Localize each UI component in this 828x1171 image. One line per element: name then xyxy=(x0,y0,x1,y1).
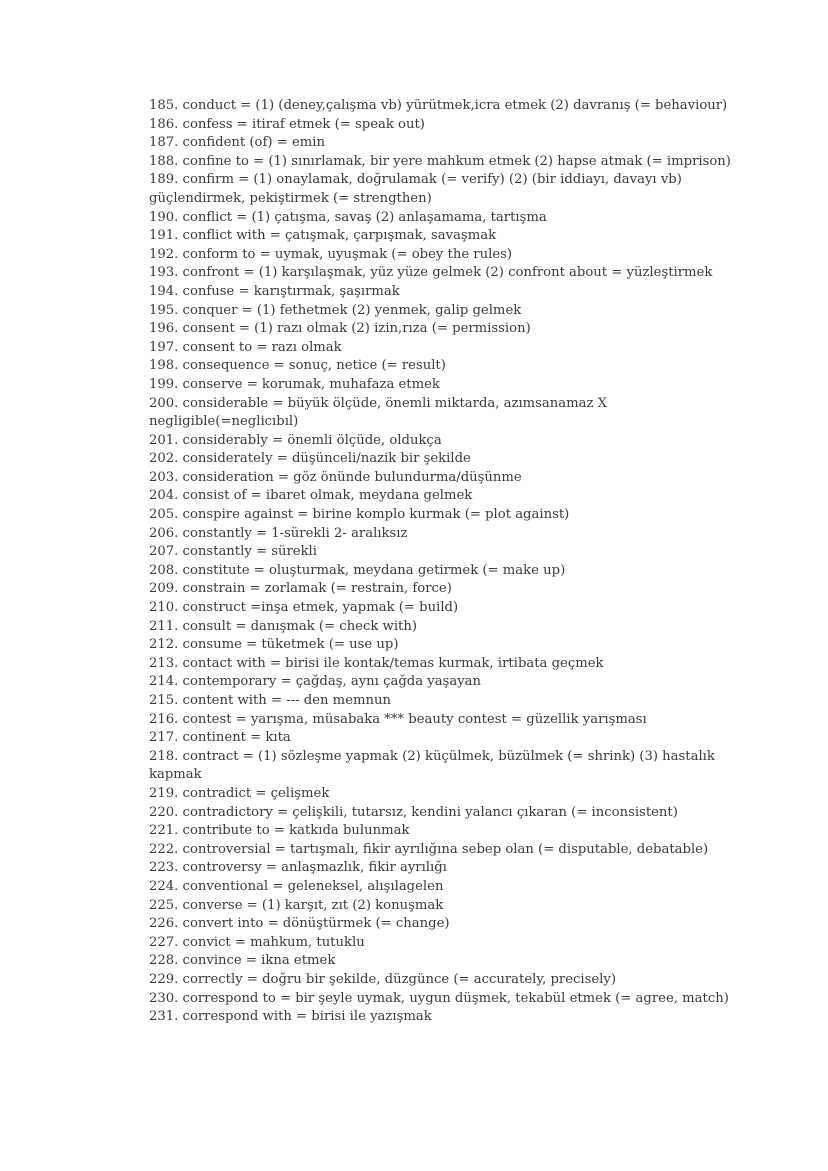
entry-214: 214. contemporary = çağdaş, aynı çağda yaşayan xyxy=(149,674,482,690)
entry-205: 205. conspire against = birine komplo kurmak (= plot against) xyxy=(149,507,570,523)
entry-187: 187. confident (of) = emin xyxy=(149,135,325,151)
entry-221: 221. contribute to = katkıda bulunmak xyxy=(149,823,410,839)
entry-216: 216. contest = yarışma, müsabaka *** beauty contest = güzellik yarışması xyxy=(149,711,647,727)
entry-195: 195. conquer = (1) fethetmek (2) yenmek, galip gelmek xyxy=(149,302,522,318)
entry-220: 220. contradictory = çelişkili, tutarsız, kendini yalancı çıkaran (= inconsistent) xyxy=(149,804,678,820)
entry-199: 199. conserve = korumak, muhafaza etmek xyxy=(149,376,440,392)
entry-223: 223. controversy = anlaşmazlık, fikir ayrılığı xyxy=(149,860,447,876)
entry-225: 225. converse = (1) karşıt, zıt (2) konuşmak xyxy=(149,897,444,913)
entry-204: 204. consist of = ibaret olmak, meydana gelmek xyxy=(149,488,473,504)
entry-228: 228. convince = ikna etmek xyxy=(149,953,336,969)
entry-209: 209. constrain = zorlamak (= restrain, force) xyxy=(149,581,452,597)
entry-197: 197. consent to = razı olmak xyxy=(149,339,342,355)
entry-200: 200. considerable = büyük ölçüde, önemli miktarda, azımsanamaz X negligible(=neglicıbıl) xyxy=(149,395,608,430)
entry-210: 210. construct =inşa etmek, yapmak (= build) xyxy=(149,600,459,616)
entry-198: 198. consequence = sonuç, netice (= result) xyxy=(149,358,446,374)
entry-224: 224. conventional = geleneksel, alışılagelen xyxy=(149,878,444,894)
entry-231: 231. correspond with = birisi ile yazışmak xyxy=(149,1009,432,1025)
entry-230: 230. correspond to = bir şeyle uymak, uygun düşmek, tekabül etmek (= agree, match) xyxy=(149,990,729,1006)
entry-218: 218. contract = (1) sözleşme yapmak (2) küçülmek, büzülmek (= shrink) (3) hastalık kapmak xyxy=(149,748,715,783)
entry-207: 207. constantly = sürekli xyxy=(149,544,317,560)
entry-193: 193. confront = (1) karşılaşmak, yüz yüze gelmek (2) confront about = yüzleştirmek xyxy=(149,265,713,281)
entry-192: 192. conform to = uymak, uyuşmak (= obey the rules) xyxy=(149,246,513,262)
entry-222: 222. controversial = tartışmalı, fikir ayrılığına sebep olan (= disputable, debatable) xyxy=(149,841,709,857)
entry-190: 190. conflict = (1) çatışma, savaş (2) anlaşamama, tartışma xyxy=(149,209,547,225)
entry-219: 219. contradict = çelişmek xyxy=(149,785,330,801)
document-page xyxy=(149,97,749,1027)
entry-186: 186. confess = itiraf etmek (= speak out) xyxy=(149,116,425,132)
entry-194: 194. confuse = karıştırmak, şaşırmak xyxy=(149,283,400,299)
entry-217: 217. continent = kıta xyxy=(149,730,291,746)
entry-213: 213. contact with = birisi ile kontak/temas kurmak, irtibata geçmek xyxy=(149,655,604,671)
entry-188: 188. confine to = (1) sınırlamak, bir yere mahkum etmek (2) hapse atmak (= imprison) xyxy=(149,153,731,169)
entry-206: 206. constantly = 1-sürekli 2- aralıksız xyxy=(149,525,408,541)
entry-215: 215. content with = --- den memnun xyxy=(149,693,391,708)
entry-211: 211. consult = danışmak (= check with) xyxy=(149,618,417,634)
entry-185: 185. conduct = (1) (deney,çalışma vb) yürütmek,icra etmek (2) davranış (= behaviour) xyxy=(149,98,728,113)
entry-196: 196. consent = (1) razı olmak (2) izin,rıza (= permission) xyxy=(149,321,531,337)
entry-203: 203. consideration = göz önünde bulundurma/düşünme xyxy=(149,469,522,485)
entry-191: 191. conflict with = çatışmak, çarpışmak, savaşmak xyxy=(149,228,497,244)
entry-229: 229. correctly = doğru bir şekilde, düzgünce (= accurately, precisely) xyxy=(149,971,616,987)
entry-189: 189. confirm = (1) onaylamak, doğrulamak (= verify) (2) (bir iddiayı, davayı vb) güçlendirmek, pekiştirmek (= strengthen) xyxy=(149,172,682,206)
entry-201: 201. considerably = önemli ölçüde, oldukça xyxy=(149,432,442,448)
entry-208: 208. constitute = oluşturmak, meydana getirmek (= make up) xyxy=(149,562,566,578)
entry-202: 202. considerately = düşünceli/nazik bir şekilde xyxy=(149,451,471,467)
entry-212: 212. consume = tüketmek (= use up) xyxy=(149,637,399,653)
entry-227: 227. convict = mahkum, tutuklu xyxy=(149,934,365,950)
entry-226: 226. convert into = dönüştürmek (= change) xyxy=(149,916,450,932)
